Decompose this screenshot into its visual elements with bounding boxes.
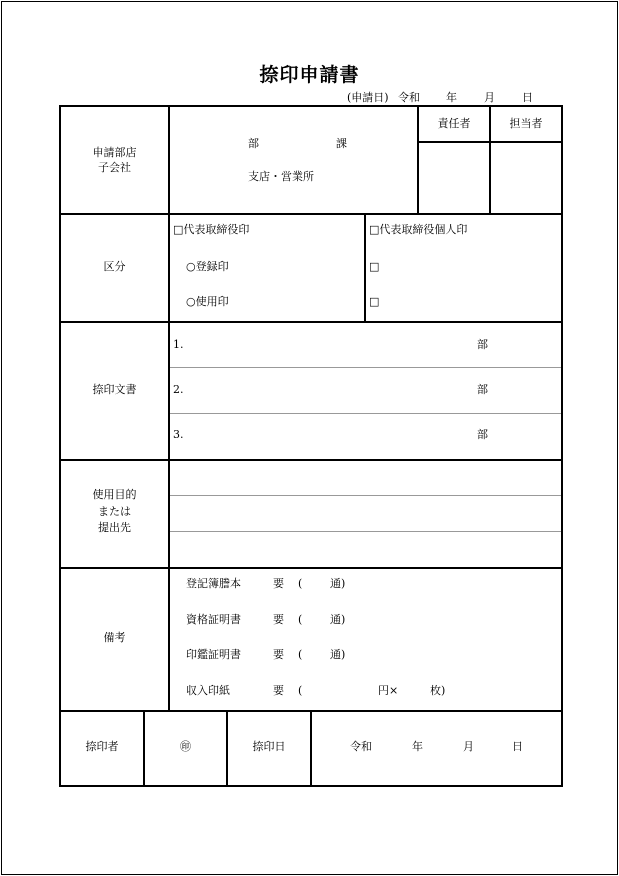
date-day: 日 [522, 91, 533, 104]
table-line [59, 105, 61, 787]
row-divider [170, 531, 561, 532]
remark-item-required: 要 [273, 648, 284, 661]
document-unit-1: 部 [477, 338, 488, 351]
remarks-label: 備考 [103, 631, 126, 644]
remark-item-open: ( [298, 577, 303, 590]
personal-checkbox-2[interactable]: □ [369, 295, 380, 308]
remark-item-required: 要 [273, 613, 284, 626]
revenue-stamp-open: ( [298, 684, 303, 697]
table-line [59, 105, 563, 107]
table-line [59, 213, 563, 215]
document-title: 捺印申請書 [259, 64, 360, 86]
remark-item-name: 登記簿謄本 [186, 577, 241, 590]
document-unit-3: 部 [477, 428, 488, 441]
category-label: 区分 [103, 260, 126, 273]
table-line [168, 105, 170, 712]
remark-item-count: 通) [330, 577, 346, 590]
table-line [310, 710, 312, 787]
in-charge-header: 担当者 [509, 117, 543, 130]
stamp-date-year: 年 [412, 740, 423, 753]
remark-item-count: 通) [330, 613, 346, 626]
dept-label: 部 [248, 137, 259, 150]
row-divider [170, 413, 561, 414]
remark-item-name: 印鑑証明書 [186, 648, 241, 661]
date-era: 令和 [398, 91, 420, 104]
revenue-stamp-name: 収入印紙 [186, 684, 230, 697]
remark-item-open: ( [298, 648, 303, 661]
remark-item-required: 要 [273, 577, 284, 590]
table-line [59, 459, 563, 461]
responsible-header: 責任者 [437, 117, 471, 130]
seal-mark: ㊞ [180, 740, 191, 753]
purpose-label-line3: 提出先 [98, 521, 131, 534]
table-line [59, 321, 563, 323]
remark-item-name: 資格証明書 [186, 613, 241, 626]
responsible-seal-box[interactable] [419, 143, 489, 213]
revenue-stamp-required: 要 [273, 684, 284, 697]
document-number-1: 1. [173, 338, 184, 351]
stamp-date-era: 令和 [350, 740, 372, 753]
stamp-date-day: 日 [512, 740, 523, 753]
usage-seal-option[interactable]: ○使用印 [186, 295, 229, 308]
representative-seal-checkbox[interactable]: □代表取締役印 [173, 223, 250, 236]
section-label: 課 [336, 137, 347, 150]
document-unit-2: 部 [477, 383, 488, 396]
stamper-label: 捺印者 [85, 740, 119, 753]
row-divider [170, 495, 561, 496]
remark-item-count: 通) [330, 648, 346, 661]
stamp-date-month: 月 [463, 740, 474, 753]
personal-checkbox-1[interactable]: □ [369, 260, 380, 273]
registered-seal-option[interactable]: ○登録印 [186, 260, 229, 273]
branch-label: 支店・営業所 [248, 170, 314, 183]
revenue-stamp-yen: 円× [378, 684, 399, 697]
date-year: 年 [446, 91, 457, 104]
applicant-label-line2: 子会社 [98, 161, 131, 174]
stamp-date-label: 捺印日 [252, 740, 286, 753]
table-line [59, 567, 563, 569]
table-line [561, 105, 563, 787]
applicant-label-line1: 申請部店 [92, 146, 137, 159]
purpose-label-line1: 使用目的 [92, 488, 137, 501]
revenue-stamp-sheets: 枚) [430, 684, 446, 697]
document-number-2: 2. [173, 383, 184, 396]
documents-label: 捺印文書 [92, 383, 137, 396]
document-number-3: 3. [173, 428, 184, 441]
personal-seal-checkbox[interactable]: □代表取締役個人印 [369, 223, 468, 236]
date-label: (申請日) [347, 91, 389, 104]
date-month: 月 [484, 91, 495, 104]
purpose-label-line2: または [98, 505, 131, 518]
table-line [364, 213, 366, 323]
in-charge-seal-box[interactable] [491, 143, 561, 213]
remark-item-open: ( [298, 613, 303, 626]
row-divider [170, 367, 561, 368]
